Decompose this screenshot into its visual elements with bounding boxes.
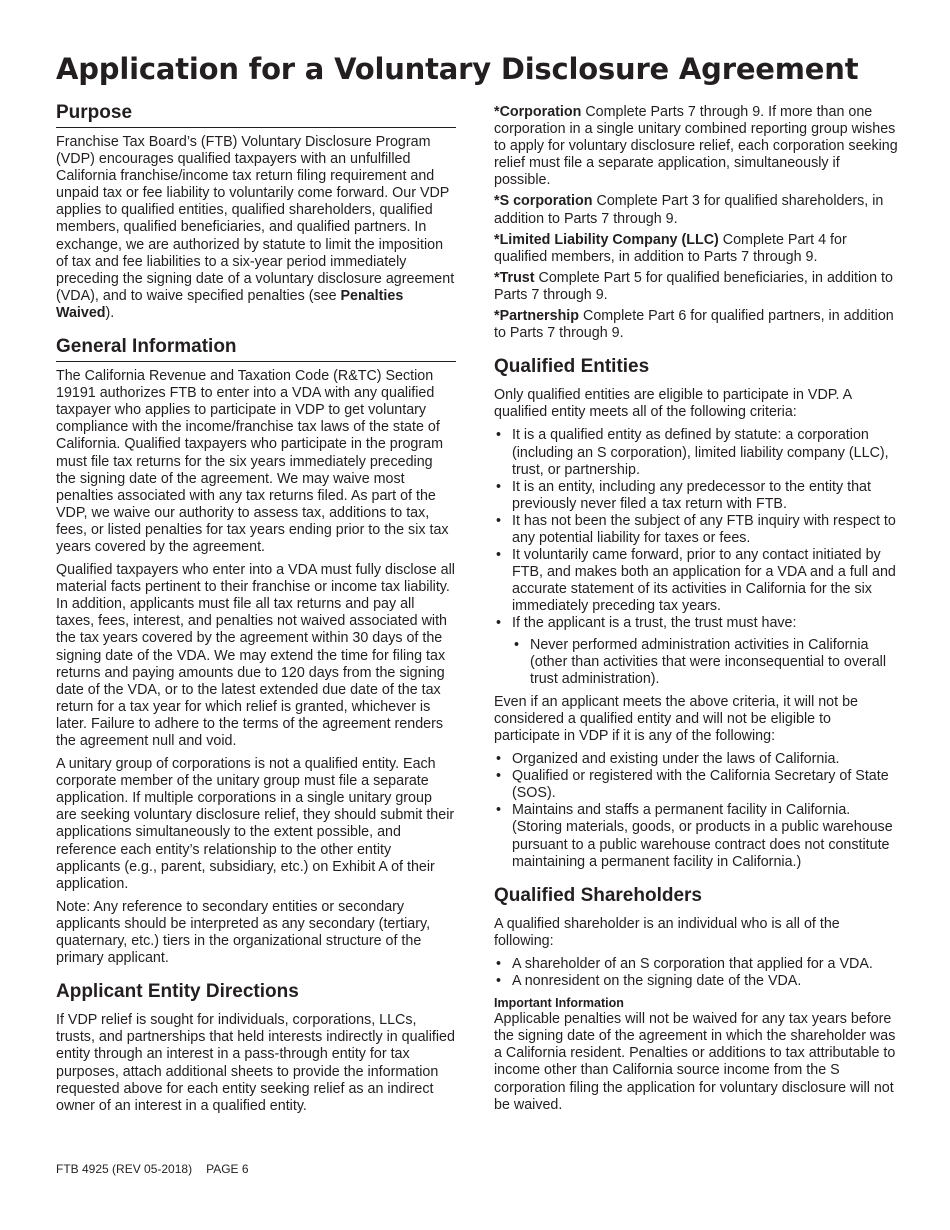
purpose-heading: Purpose: [56, 102, 456, 128]
list-item: • It is an entity, including any predecessor to the entity that previously never filed a tax return with FTB.: [494, 479, 899, 513]
list-item: • It voluntarily came forward, prior to any contact initiated by FTB, and makes both an application for a VDA and a full and accurate statement of its activities in California for the six immediately preceding tax years.: [494, 547, 899, 615]
entity-label: *Limited Liability Company (LLC): [494, 231, 719, 248]
general-information-heading: General Information: [56, 336, 456, 362]
entity-trust: [494, 270, 899, 304]
list-item: • It is a qualified entity as defined by statute: a corporation (including an S corporation), limited liability company (LLC), trust, or partnership.: [494, 427, 899, 478]
general-paragraph-2: Qualified taxpayers who enter into a VDA must fully disclose all material facts pertinent to their franchise or income tax liability. In addition, applicants must file all tax returns and pay all taxes, fees, interest, and penalties not waived associated with the tax years covered by the agreement within 30 days of the signing date of the VDA. We may extend the time for filing tax returns and paying amounts due to 120 days from the signing date of the VDA, or to the latest extended due date of the tax return for a tax year for which relief is granted, whichever is later. Failure to adhere to the terms of the agreement renders the agreement null and void.: [56, 562, 455, 749]
form-number: FTB 4925 (REV 05-2018): [56, 1162, 193, 1176]
penalties-waived-ref: Penalties Waived: [56, 287, 404, 321]
general-paragraph-1: The California Revenue and Taxation Code (R&TC) Section 19191 authorizes FTB to enter into a VDA with any qualified taxpayer who applies to participate in VDP to get voluntary compliance with the income/franchise tax laws of the state of California. Qualified taxpayers who participate in the program must file tax returns for the six years immediately preceding the signing date of the agreement. We may waive most penalties associated with any tax returns filed. As part of the VDP, we waive our authority to assess tax, additions to tax, fees, or listed penalties for tax years ending prior to the six tax years covered by the agreement.: [56, 368, 449, 555]
entity-label: *Corporation: [494, 104, 582, 120]
qualified-shareholders-list: [494, 956, 899, 990]
entity-corporation: [494, 104, 899, 189]
important-information-text: Applicable penalties will not be waived for any tax years before the signing date of the agreement in which the shareholder was a California resident. Penalties or additions to tax attributable to income other than California source income from the S corporation filing the application for voluntary disclosure will not be waived.: [494, 1011, 896, 1113]
list-item: • Organized and existing under the laws of California.: [494, 751, 899, 768]
entity-label: *Partnership: [494, 308, 580, 325]
general-paragraph-3: A unitary group of corporations is not a qualified entity. Each corporate member of the unitary group must file a separate application. If multiple corporations in a single unitary group are seeking voluntary disclosure relief, they should submit their applications simultaneously to the extent possible, and reference each entity’s relationship to the other entity applicants (e.g., parent, subsidiary, etc.) on Exhibit A of their application.: [56, 756, 455, 892]
applicant-entity-directions-text: If VDP relief is sought for individuals, corporations, LLCs, trusts, and partnerships that held interests indirectly in qualified entity through an interest in a pass-through entity for tax purposes, attach additional sheets to provide the information requested above for each entity seeking relief as an indirect owner of an interest in a qualified entity.: [56, 1012, 455, 1114]
purpose-end: ).: [105, 304, 115, 321]
exclusion-list: [494, 751, 899, 871]
general-paragraph-4: Note: Any reference to secondary entities or secondary applicants should be interpreted as any secondary (tertiary, quaternary, etc.) tiers in the organizational structure of the primary applicant.: [56, 898, 431, 967]
important-information-label: Important Information: [494, 996, 624, 1011]
page-footer: [56, 1162, 263, 1176]
qualified-entities-criteria: [494, 427, 899, 687]
trust-sub-list: [512, 637, 899, 688]
qualified-shareholders-heading: Qualified Shareholders: [494, 884, 702, 906]
entity-partnership: [494, 308, 899, 342]
trust-criteria-text: If the applicant is a trust, the trust must have:: [512, 615, 797, 632]
list-item: • A shareholder of an S corporation that applied for a VDA.: [494, 956, 899, 973]
entity-label: *S corporation: [494, 193, 593, 210]
left-column: [56, 102, 456, 1121]
exclusion-intro: Even if an applicant meets the above criteria, it will not be considered a qualified entity and will not be eligible to participate in VDP if it is any of the following:: [494, 693, 858, 744]
entity-text: Complete Part 6 for qualified partners, in addition to Parts 7 through 9.: [494, 308, 894, 342]
list-item: • It has not been the subject of any FTB inquiry with respect to any potential liability for taxes or fees.: [494, 513, 899, 547]
entity-label: *Trust: [494, 269, 535, 286]
entity-text: Complete Part 5 for qualified beneficiaries, in addition to Parts 7 through 9.: [494, 269, 893, 303]
purpose-text: [56, 134, 456, 322]
page-title: Application for a Voluntary Disclosure Agreement: [56, 52, 859, 86]
entity-llc: [494, 232, 899, 266]
entity-text: Complete Part 3 for qualified shareholders, in addition to Parts 7 through 9.: [494, 193, 884, 227]
list-item-trust: [494, 615, 899, 687]
purpose-body: Franchise Tax Board’s (FTB) Voluntary Disclosure Program (VDP) encourages qualified taxpayers with an unfulfilled California franchise/income tax return filing requirement and unpaid tax or fee liability to voluntarily come forward. Our VDP applies to qualified entities, qualified shareholders, qualified members, qualified beneficiaries, and qualified partners. In exchange, we are authorized by statute to limit the imposition of tax and fee liabilities to a six-year period immediately preceding the signing date of a voluntary disclosure agreement (VDA), and to waive specified penalties (see: [56, 134, 455, 304]
right-column: [494, 104, 899, 1120]
list-item: • Qualified or registered with the California Secretary of State (SOS).: [494, 768, 899, 802]
applicant-entity-directions-heading: Applicant Entity Directions: [56, 981, 299, 1003]
qualified-shareholders-intro: A qualified shareholder is an individual who is all of the following:: [494, 915, 840, 949]
page-number: PAGE 6: [206, 1162, 249, 1176]
qualified-entities-heading: Qualified Entities: [494, 356, 650, 378]
list-item: • A nonresident on the signing date of the VDA.: [494, 973, 899, 990]
list-item: • Never performed administration activities in California (other than activities that were inconsequential to overall trust administration).: [512, 637, 899, 688]
list-item: • Maintains and staffs a permanent facility in California. (Storing materials, goods, or products in a public warehouse pursuant to a public warehouse contract does not constitute maintaining a permanent facility in California.): [494, 802, 899, 870]
entity-text: Complete Parts 7 through 9. If more than one corporation in a single unitary combined reporting group wishes to apply for voluntary disclosure relief, each corporation seeking relief must file a separate application, simultaneously if possible.: [494, 104, 898, 189]
qualified-entities-intro: Only qualified entities are eligible to participate in VDP. A qualified entity meets all of the following criteria:: [494, 387, 852, 421]
entity-text: Complete Part 4 for qualified members, in addition to Parts 7 through 9.: [494, 231, 847, 265]
entity-s-corporation: [494, 193, 899, 227]
